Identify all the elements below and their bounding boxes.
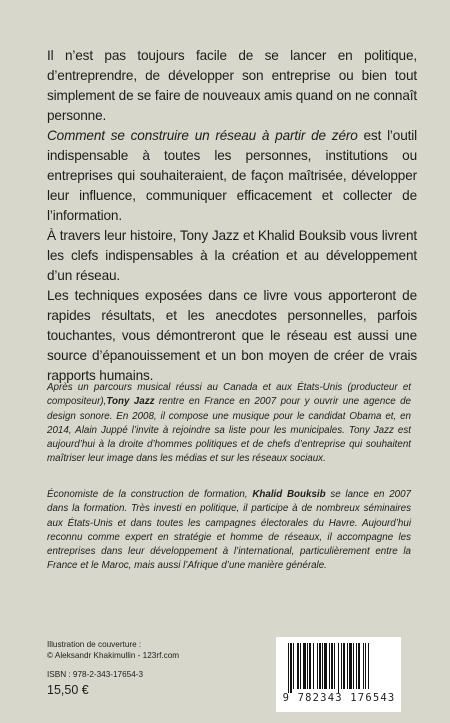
bio-2-intro: Économiste de la construction de formation,	[47, 489, 253, 500]
author-name-tony-jazz: Tony Jazz	[106, 396, 155, 408]
barcode-bar	[368, 643, 369, 689]
barcode-bar	[317, 643, 318, 689]
blurb-paragraph-2-text: est l’outil indispensable à toutes les personnes, institutions ou entreprises qui souhaiteraient, de façon maîtrisée, développer leur influence, communiquer efficacement et collecter de l’information.	[47, 128, 417, 223]
barcode-bar	[329, 643, 330, 689]
bio-1-intro: Après un parcours musical réussi au Canada et aux États-Unis (producteur et compositeur),	[47, 382, 411, 408]
barcode-bar	[300, 643, 301, 689]
barcode-bar	[290, 643, 292, 693]
barcode-bar	[303, 643, 306, 689]
book-title: Comment se construire un réseau à partir de zéro	[47, 128, 358, 143]
barcode-bar	[319, 643, 321, 689]
blurb-paragraph-1: Il n’est pas toujours facile de se lancer en politique, d’entreprendre, de développer son entreprise ou bien tout simplement de se faire de nouveaux amis quand on ne connaît personne.	[47, 48, 417, 123]
barcode-bar	[365, 643, 366, 689]
blurb	[47, 46, 417, 386]
barcode-bar	[356, 643, 357, 689]
author-name-khalid-bouksib: Khalid Bouksib	[252, 489, 326, 500]
barcode-bars-icon	[288, 643, 389, 693]
barcode-bar	[341, 643, 342, 689]
bio-1-text: rentre en France en 2007 pour y ouvrir une agence de design sonore. En 2008, il compose une musique pour le candidat Obama et, en 2014, Alain Juppé l’invite à rejoindre sa liste pour les municipales. Tony Jazz est aujourd’hui à la droite d’hommes politiques et de chefs d’entreprise qui souhaitent maîtriser leur image dans les médias et sur les réseaux sociaux.	[47, 396, 411, 465]
barcode-bar	[358, 643, 360, 689]
barcode-bar	[349, 643, 352, 689]
barcode-bar	[363, 643, 364, 689]
barcode-bar	[343, 643, 345, 689]
credits-line-2: © Aleksandr Khakimullin - 123rf.com	[47, 650, 180, 660]
barcode-digits: 9 782343 176543	[282, 692, 396, 704]
barcode-bar	[313, 643, 314, 689]
barcode-bar	[331, 643, 333, 689]
barcode-bar	[297, 643, 299, 689]
blurb-paragraph-4: Les techniques exposées dans ce livre vous apporteront de rapides résultats, et les anecdotes personnelles, parfois touchantes, vous démontreront que le réseau est aussi une source d’épanouissement et un bon moyen de créer de vrais rapports humains.	[47, 288, 417, 383]
price: 15,50 €	[47, 683, 89, 697]
barcode-bar	[293, 643, 294, 689]
barcode-bar	[288, 643, 289, 693]
author-bio-khalid-bouksib	[47, 488, 411, 574]
barcode-bar	[307, 643, 308, 689]
cover-credits	[47, 640, 179, 661]
barcode-bar	[338, 643, 339, 693]
barcode-bar	[334, 643, 335, 689]
barcode-bar	[322, 643, 323, 689]
barcode-bar	[353, 643, 354, 689]
isbn: ISBN : 978-2-343-17654-3	[47, 670, 144, 679]
credits-line-1: Illustration de couverture :	[47, 640, 142, 649]
barcode-bar	[324, 643, 327, 689]
bio-2-text: se lance en 2007 dans la formation. Très investi en politique, il participe à de nombreux séminaires aux États-Unis et dans toutes les campagnes électorales du Havre. Aujourd’hui reconnu comme expert en stratégie et homme de réseaux, il accompagne les entreprises dans leur développement à l’international, particulièrement entre la France et le Maroc, mais aussi l’Afrique d’une manière générale.	[47, 489, 411, 572]
blurb-paragraph-2	[47, 126, 417, 226]
barcode-bar	[309, 643, 311, 689]
author-bio-tony-jazz	[47, 381, 411, 467]
blurb-paragraph-3: À travers leur histoire, Tony Jazz et Khalid Bouksib vous livrent les clefs indispensables à la création et au développement d’un réseau.	[47, 228, 417, 283]
barcode-bar	[347, 643, 348, 689]
barcode	[276, 637, 401, 712]
